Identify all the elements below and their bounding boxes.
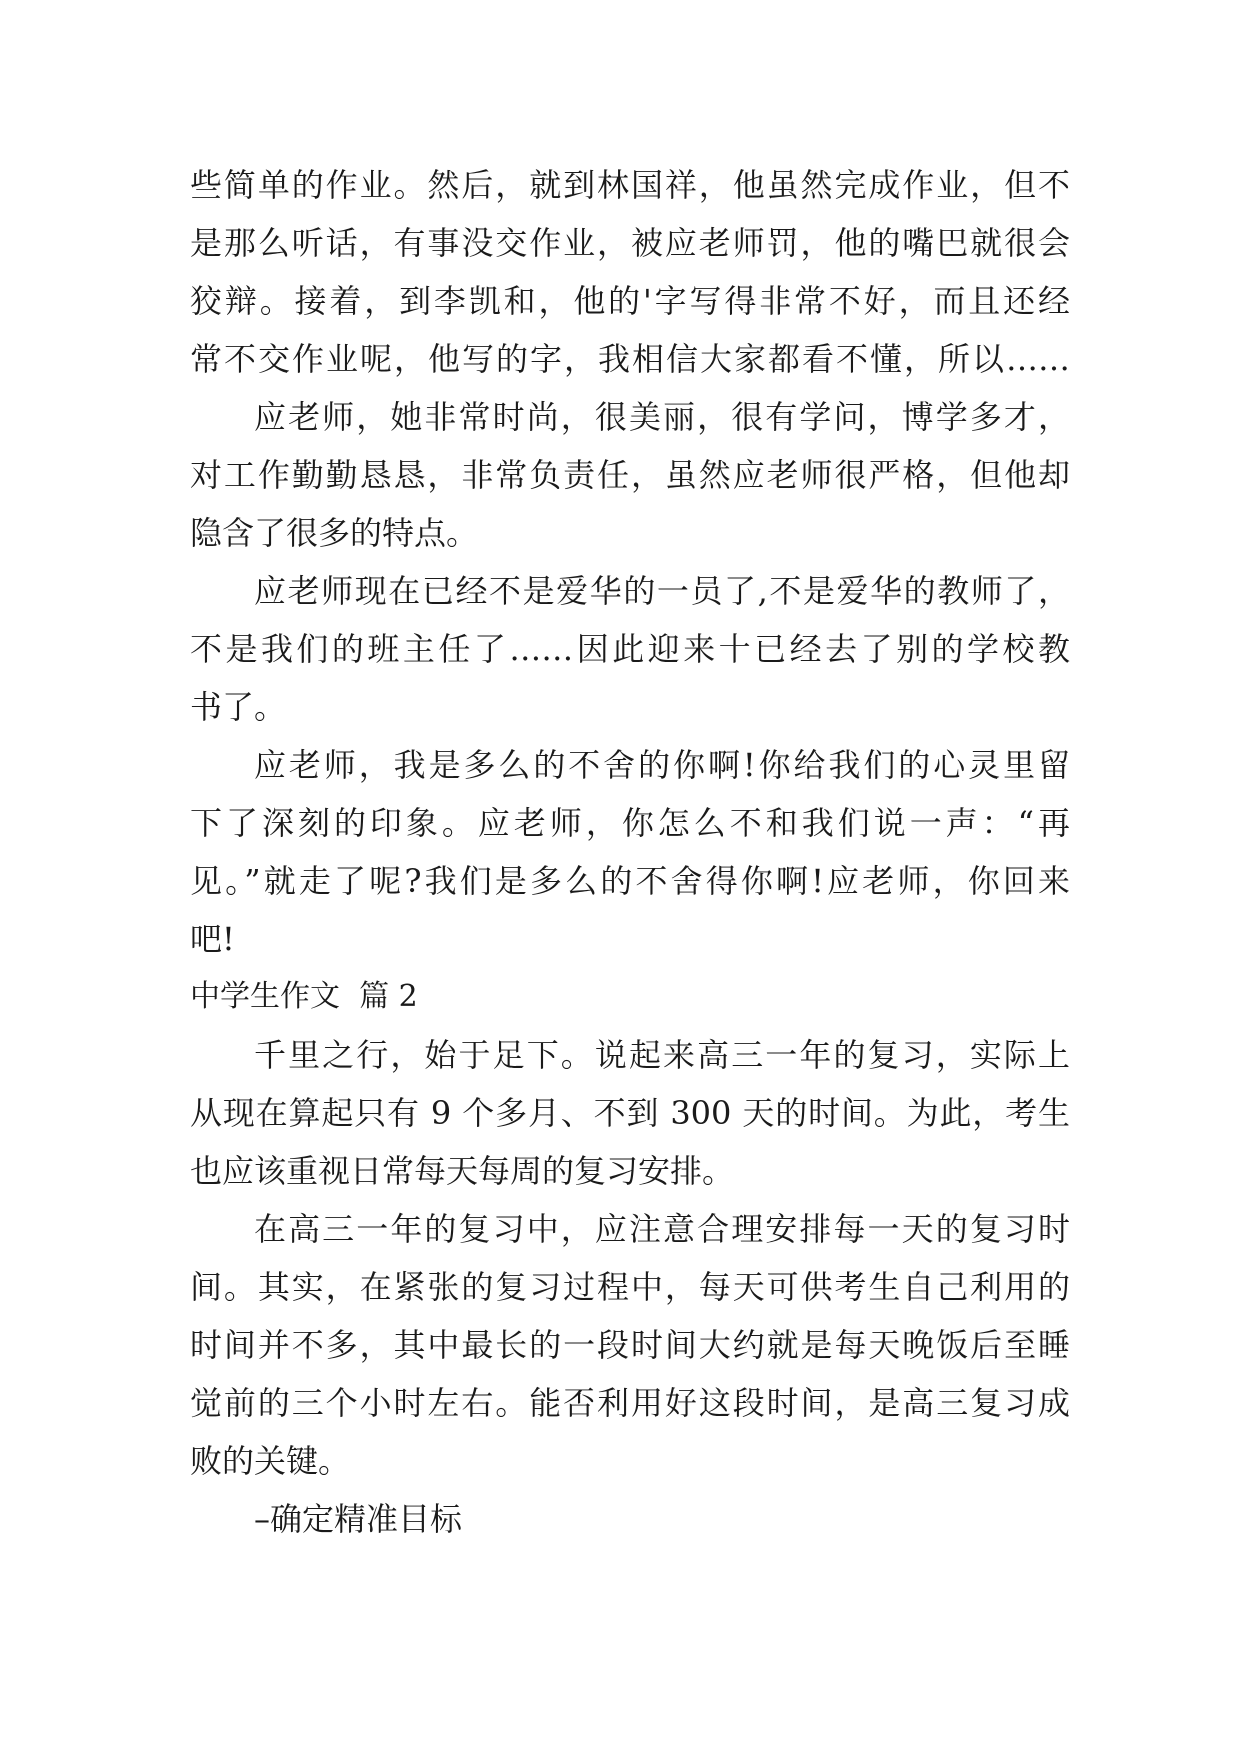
- paragraph-line: 应老师，她非常时尚，很美丽，很有学问，博学多才，: [254, 398, 1070, 436]
- paragraph-line: 间。其实，在紧张的复习过程中，每天可供考生自己利用的: [190, 1268, 1070, 1306]
- paragraph-line: 觉前的三个小时左右。能否利用好这段时间，是高三复习成: [190, 1384, 1070, 1422]
- paragraph-line: 从现在算起只有 9 个多月、不到 300 天的时间。为此，考生: [190, 1094, 1070, 1132]
- paragraph-line: 时间并不多，其中最长的一段时间大约就是每天晚饭后至睡: [190, 1326, 1070, 1364]
- paragraph-line: 隐含了很多的特点。: [190, 514, 479, 552]
- paragraph-line: 对工作勤勤恳恳，非常负责任，虽然应老师很严格，但他却: [190, 456, 1070, 494]
- paragraph-line: 吧!: [190, 920, 235, 958]
- paragraph-line: 些简单的作业。然后，就到林国祥，他虽然完成作业，但不: [190, 166, 1070, 204]
- paragraph-line: –确定精准目标: [254, 1500, 463, 1538]
- paragraph-line: 也应该重视日常每天每周的复习安排。: [190, 1152, 735, 1190]
- paragraph-line: 不是我们的班主任了……因此迎来十已经去了别的学校教: [190, 630, 1070, 668]
- paragraph-line: 狡辩。接着，到李凯和，他的'字写得非常不好，而且还经: [190, 282, 1070, 320]
- section-heading: 中学生作文 篇 2: [190, 979, 418, 1014]
- paragraph-line: 是那么听话，有事没交作业，被应老师罚，他的嘴巴就很会: [190, 224, 1070, 262]
- paragraph-line: 应老师，我是多么的不舍的你啊!你给我们的心灵里留: [254, 746, 1070, 784]
- paragraph-line: 在高三一年的复习中，应注意合理安排每一天的复习时: [254, 1210, 1070, 1248]
- paragraph-line: 见。”就走了呢?我们是多么的不舍得你啊!应老师，你回来: [190, 862, 1070, 900]
- paragraph-line: 应老师现在已经不是爱华的一员了,不是爱华的教师了，: [254, 572, 1070, 610]
- paragraph-line: 常不交作业呢，他写的字，我相信大家都看不懂，所以……: [190, 340, 1070, 378]
- paragraph-line: 败的关键。: [190, 1442, 351, 1480]
- paragraph-line: 下了深刻的印象。应老师，你怎么不和我们说一声：“再: [190, 804, 1070, 842]
- paragraph-line: 书了。: [190, 688, 287, 726]
- paragraph-line: 千里之行，始于足下。说起来高三一年的复习，实际上: [254, 1036, 1070, 1074]
